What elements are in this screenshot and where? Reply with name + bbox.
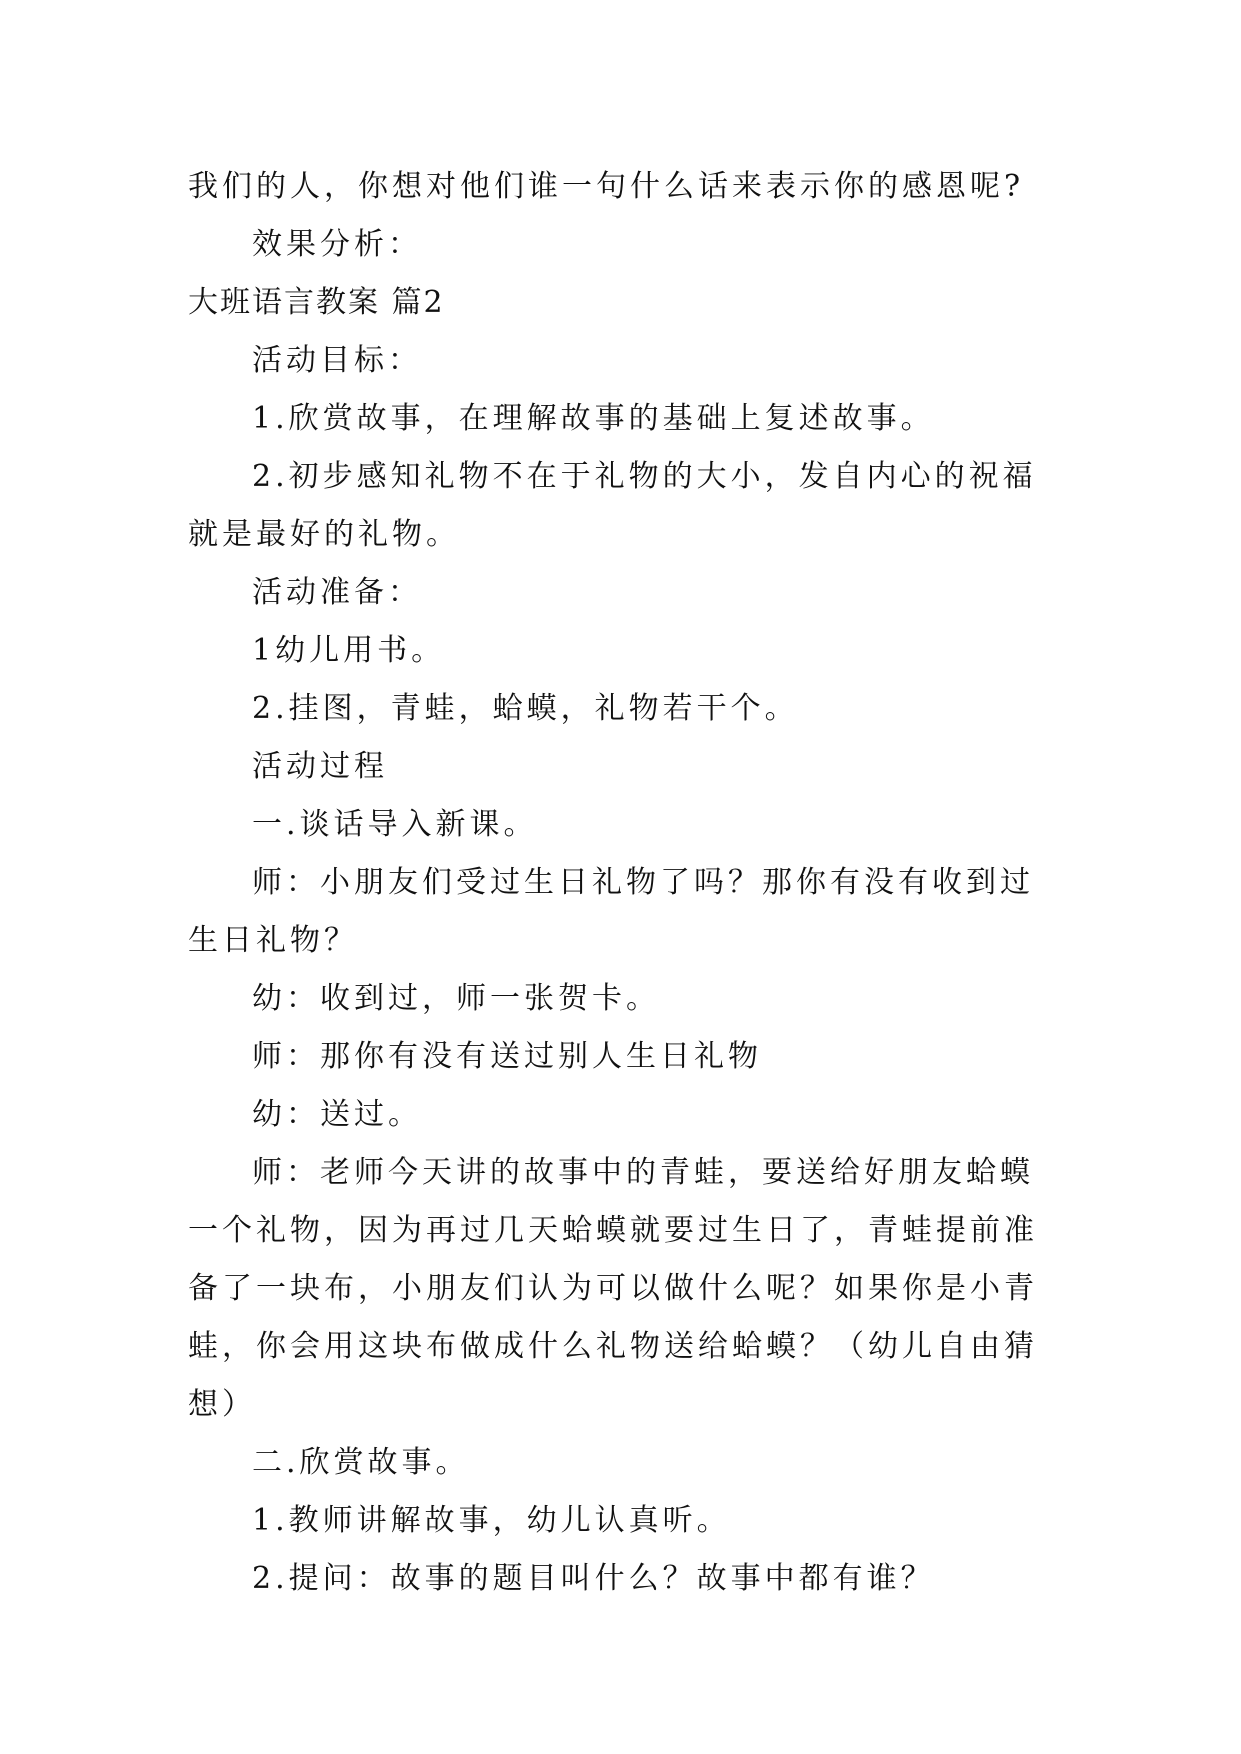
paragraph: 2.初步感知礼物不在于礼物的大小，发自内心的祝福就是最好的礼物。: [188, 459, 1037, 552]
paragraph: 活动目标：: [252, 343, 422, 378]
paragraph: 2.提问：故事的题目叫什么？故事中都有谁？: [252, 1561, 935, 1596]
paragraph: 活动过程: [252, 749, 388, 784]
paragraph: 活动准备：: [252, 575, 422, 610]
paragraph: 2.挂图，青蛙，蛤蟆，礼物若干个。: [252, 691, 799, 726]
paragraph: 效果分析：: [252, 227, 422, 262]
section-heading: 大班语言教案 篇2: [188, 285, 445, 320]
paragraph: 1幼儿用书。: [252, 633, 446, 668]
paragraph: 师：那你有没有送过别人生日礼物: [252, 1039, 762, 1074]
paragraph: 二.欣赏故事。: [252, 1445, 470, 1480]
paragraph: 1.欣赏故事，在理解故事的基础上复述故事。: [252, 401, 935, 436]
paragraph: 我们的人，你想对他们谁一句什么话来表示你的感恩呢?: [188, 169, 1025, 204]
paragraph: 师：老师今天讲的故事中的青蛙，要送给好朋友蛤蟆一个礼物，因为再过几天蛤蟆就要过生日了，青蛙提前准备了一块布，小朋友们认为可以做什么呢？如果你是小青蛙，你会用这块布做成什么礼物送给蛤蟆？（幼儿自由猜想）: [188, 1155, 1038, 1422]
paragraph: 师：小朋友们受过生日礼物了吗？那你有没有收到过生日礼物？: [188, 865, 1034, 958]
paragraph: 一.谈话导入新课。: [252, 807, 538, 842]
document-body: [188, 158, 1058, 1608]
paragraph: 1.教师讲解故事，幼儿认真听。: [252, 1503, 731, 1538]
paragraph: 幼：送过。: [252, 1097, 422, 1132]
paragraph: 幼：收到过，师一张贺卡。: [252, 981, 660, 1016]
